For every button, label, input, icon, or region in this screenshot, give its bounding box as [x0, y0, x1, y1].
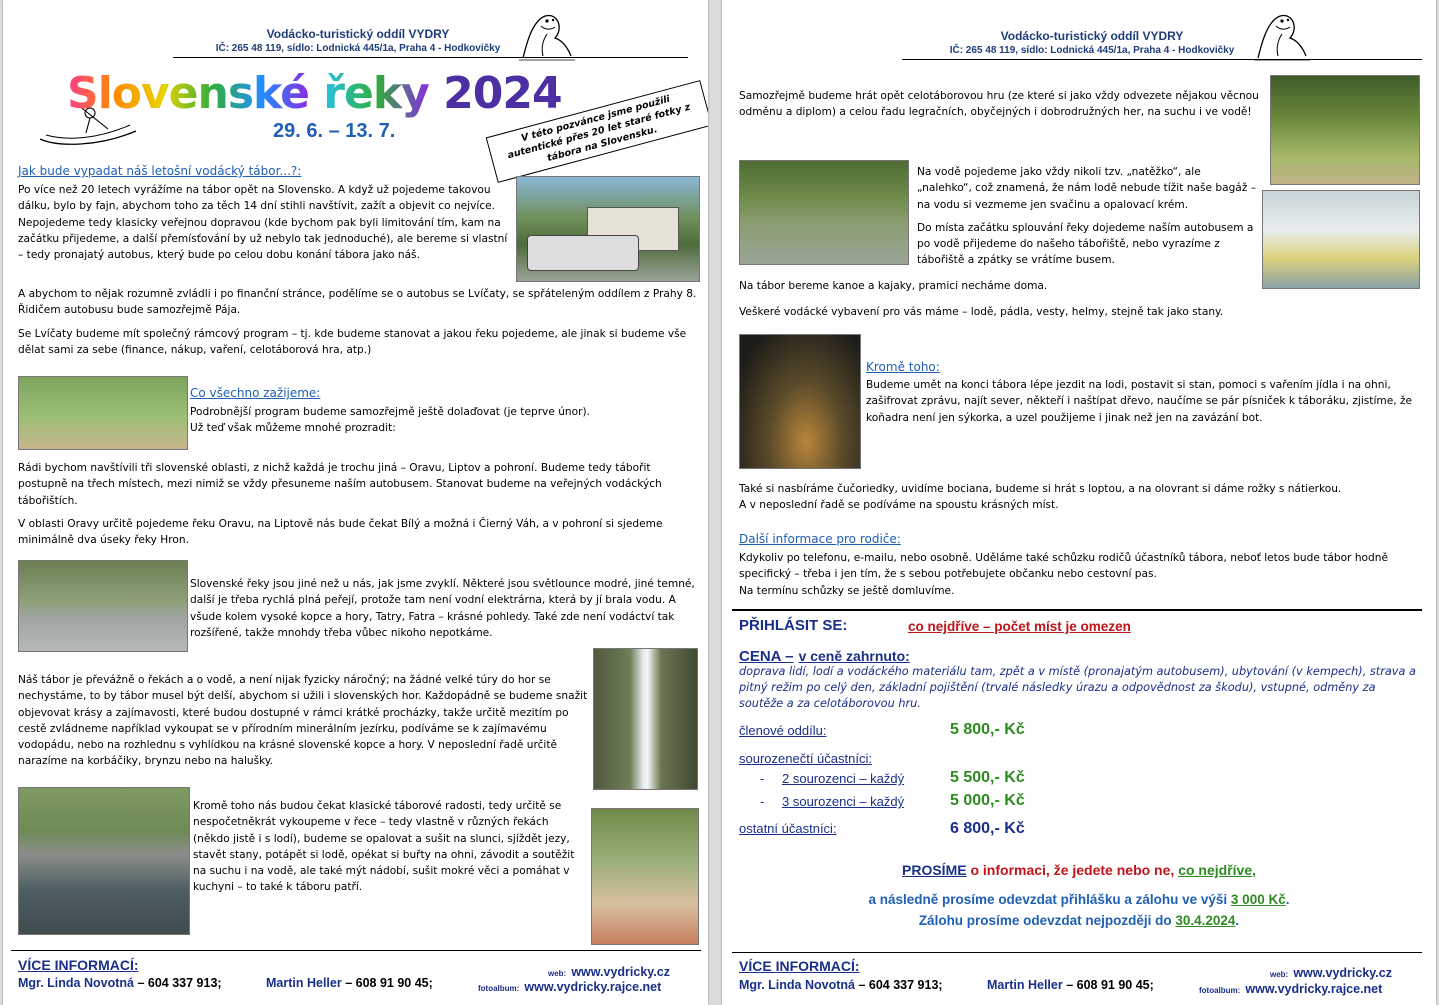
- deadline-date: 30.4.2024: [1175, 913, 1236, 928]
- heading-besides: Kromě toho:: [866, 360, 940, 374]
- paragraph-equipment: Veškeré vodácké vybavení pro vás máme – lodě, pádla, vesty, helmy, stejně tak jako stany.: [739, 306, 1224, 319]
- deadline-period: .: [1235, 913, 1240, 928]
- contact-name-1-p2: Mgr. Linda Novotná: [739, 978, 855, 992]
- heading-parents: Další informace pro rodiče:: [739, 532, 901, 546]
- web-label: web:: [548, 969, 567, 978]
- web-label-2: web:: [1270, 970, 1289, 979]
- price-others-label: ostatní účastníci:: [739, 821, 837, 836]
- text-regions: [18, 460, 698, 555]
- text-skills: [866, 377, 1416, 433]
- photo-river: [18, 560, 188, 652]
- contact-name-2-p2: Martin Heller: [987, 978, 1063, 992]
- price-3sib: 5 000,- Kč: [950, 792, 1025, 809]
- photo-bus-camp: [516, 176, 700, 282]
- please-line: [722, 862, 1436, 878]
- header-rule: [173, 57, 688, 58]
- paragraph-boats: Na tábor bereme kanoe a kajaky, pramici necháme doma.: [739, 280, 1048, 292]
- album-link-2[interactable]: www.vydricky.rajce.net: [1245, 982, 1383, 996]
- paragraph-places: A v neposlední řadě se podíváme na spoustu krásných míst.: [739, 499, 1059, 512]
- price-label: CENA –: [739, 648, 794, 665]
- paragraph-intro: Po více než 20 letech vyrážíme na tábor opět na Slovensko. A když už pojedeme takovou dálku, bylo by fajn, abychom toho za těch 14 dní stihli navštívit, zažít a objevit co nejvíce. Nepojedeme tedy klasicky veřejnou dopravou (kde bychom pak byli limitování tím, kam na začátku přijedeme, a další přemísťování by už nebylo tak jednoduché), ale bereme si vlastní – tedy pronajatý autobus, který bude po celou dobu konání tábora jako náš.: [18, 184, 508, 262]
- text-slovak-rivers: [190, 576, 695, 648]
- text-intro: [18, 182, 513, 270]
- paragraph-parents: Kdykoliv po telefonu, e-mailu, nebo osobně. Uděláme také schůzku rodičů účastníků tábora, neboť letos bude tábor hodně specifický – třeba i jen tím, že s sebou potřebujete občanku nebo cestovní pas.: [739, 552, 1388, 581]
- deadline-line: [722, 913, 1436, 928]
- footer-contact-1: [18, 976, 222, 990]
- paragraph-slovak-rivers: Slovenské řeky jsou jiné než u nás, jak jsme zvyklí. Některé jsou světlounce modré, jiné temné, další je třeba rychlá plná peřejí, protože tam není vodní elektrárna, která by jí brala vodu. A všude kolem vysoké kopce a hory, Tatry, Fatra – krásné pohledy. Také zde není vodáctví tak rozšířené, takže mnohdy třeba vůbec nikoho nepotkáme.: [190, 578, 695, 639]
- footer-contact-2: [266, 976, 433, 990]
- footer-rule: [11, 950, 701, 951]
- price-others: 6 800,- Kč: [950, 820, 1025, 837]
- contact-phone-1[interactable]: – 604 337 913;: [137, 976, 222, 990]
- photo-food-table: [591, 808, 699, 945]
- photo-note: V této pozvánce jsme použili autentické přes 20 let staré fotky z tábora na Slovensku.: [486, 80, 708, 183]
- web-link-2[interactable]: www.vydricky.cz: [1293, 966, 1392, 980]
- paragraph-regions: Rádi bychom navštívili tři slovenské oblasti, z nichž každá je trochu jiná – Oravu, Liptov a pohroní. Budeme tedy tábořit postupně na třech místech, mezi nimiž se vždy přesuneme naším autobusem. Stanovat budeme na veřejných vodáckých tábořištích.: [18, 462, 662, 507]
- heading-camp: Jak bude vypadat náš letošní vodácký tábor...?:: [18, 164, 302, 178]
- heading-experiences: Co všechno zažijeme:: [190, 386, 321, 400]
- photo-whitewater: [1262, 190, 1420, 289]
- paragraph-reveal: Už teď však můžeme mnohé prozradit:: [190, 422, 396, 435]
- price-2sib-label: 2 sourozenci – každý: [782, 771, 905, 786]
- photo-canoes: [739, 160, 909, 265]
- text-joys: [193, 798, 588, 903]
- price-members-label: členové oddílu:: [739, 723, 827, 738]
- footer-album: [478, 976, 661, 995]
- footer-rule-2: [732, 952, 1422, 953]
- contact-name-2: Martin Heller: [266, 976, 342, 990]
- signup-label: PŘIHLÁSIT SE:: [739, 617, 848, 634]
- paragraph-game: Samozřejmě budeme hrát opět celotáborovou hru (ze které si jako vždy odvezete nějakou věcnou odměnu a diplom) a celou řadu legračních, obyčejných i dobrodružných her, na suchu i ve vodě!: [739, 90, 1259, 119]
- photo-waterfall: [593, 648, 698, 790]
- page-title: [67, 70, 562, 118]
- paragraph-bus-shuttle: Do místa začátku splouvání řeky dojedeme naším autobusem a po vodě přijedeme do našeho tábořiště, nebo vyrazíme z tábořiště a zpátky se vrátíme busem.: [917, 221, 1254, 267]
- deadline-text: Zálohu prosíme odevzdat nejpozději do: [918, 913, 1172, 928]
- photo-running-kids: [18, 376, 188, 450]
- deposit-amount: 3 000 Kč: [1230, 892, 1286, 907]
- please-word: PROSÍME: [902, 862, 967, 878]
- text-nature: [18, 672, 588, 777]
- please-info: o informaci, že jedete nebo ne,: [970, 862, 1175, 878]
- paragraph-fun: Také si nasbíráme čučoriedky, uvidíme bociana, budeme si hrát s loptou, a na olovrant si dáme rožky s nátierkou.: [739, 483, 1342, 495]
- paragraph-nature: Náš tábor je převážně o řekách a o vodě, a není nijak fyzicky náročný; na žádné velké túry do hor se nechystáme, to by tábor musel být delší, abychom si užili i slovenských hor. Každopádně se budeme snažit objevovat krásy a zajímavosti, které budou dostupné v rámci krátké procházky, takže určitě mezitím po cestě zvládneme například vykoupat se v přírodním minerálním jezírku, podíváme se k zajímavému vodopádu, nebo na rozhlednu s vyhlídkou na krásné slovenské kopce a hory. V neposlední řadě určitě narazíme na korbáčiky, brynzu nebo na halušky.: [18, 674, 588, 768]
- title-word-1: Slovenské: [67, 68, 309, 119]
- album-link[interactable]: www.vydricky.rajce.net: [524, 980, 662, 994]
- text-boats: [739, 278, 1419, 328]
- deposit-period: .: [1285, 892, 1290, 907]
- contact-name-1: Mgr. Linda Novotná: [18, 976, 134, 990]
- paragraph-skills: Budeme umět na konci tábora lépe jezdit na lodi, postavit si stan, pomoci s vařením jídla i na ohni, zašifrovat zprávu, najít sever, někteří i naštípat dřevo, naučíme se pár písniček k táboráku, zjistíme, že koňadra není jen sýkorka, a uzel použijeme i jinak než jen na zavázání bot.: [866, 379, 1413, 424]
- photo-rope-course: [1270, 75, 1420, 185]
- price-2sib: 5 500,- Kč: [950, 769, 1025, 786]
- price-heading: [739, 646, 910, 665]
- album-label-2: fotoalbum:: [1199, 986, 1241, 995]
- text-parents: [739, 550, 1419, 599]
- footer-label-2: VÍCE INFORMACÍ:: [739, 958, 860, 974]
- header-rule-2: [902, 59, 1422, 60]
- contact-phone-2-p2[interactable]: – 608 91 90 45;: [1066, 978, 1154, 992]
- deposit-text: a následně prosíme odevzdat přihlášku a zálohu ve výši: [868, 892, 1228, 907]
- price-included-label: v ceně zahrnuto:: [798, 648, 910, 664]
- org-address-2: IČ: 265 48 119, sídlo: Lodnická 445/1a, Praha 4 - Hodkovičky: [949, 45, 1235, 56]
- text-fun: [739, 481, 1419, 514]
- price-2sib-dash: -: [760, 771, 765, 786]
- album-label: fotoalbum:: [478, 984, 520, 993]
- web-link[interactable]: www.vydricky.cz: [571, 965, 670, 979]
- photo-bridge: [18, 787, 190, 935]
- text-light-travel: [917, 164, 1257, 276]
- footer-label: VÍCE INFORMACÍ:: [18, 957, 139, 973]
- paragraph-light-travel: Na vodě pojedeme jako vždy nikoli tzv. „natěžko“, ale „nalehko“, což znamená, že nám lodě nebude tížit naše bagáž – na vodu si vezmeme jen svačinu a opalovací krém.: [917, 166, 1257, 211]
- signup-rule: [732, 609, 1422, 611]
- title-word-2: řeky: [323, 68, 429, 119]
- org-address: IČ: 265 48 119, sídlo: Lodnická 445/1a, Praha 4 - Hodkovičky: [215, 43, 501, 54]
- contact-phone-1-p2[interactable]: – 604 337 913;: [858, 978, 943, 992]
- footer-album-2: [1199, 978, 1382, 997]
- paragraph-joys: Kromě toho nás budou čekat klasické táborové radosti, tedy určitě se nespočetněkrát vykoupeme v řece – tedy vlastně v různých řekách (někdo jistě i s lodí), budeme se opalovat a sušit na slunci, sjíždět jezy, stavět stany, potápět si lodě, opékat si buřty na ohni, závodit a soutěžit na suchu i na vodě, ale také mýt nádobí, sušit mokré věci a pomáhat v kuchyni – to také k táboru patří.: [193, 800, 575, 894]
- footer-contact-1-p2: [739, 978, 943, 992]
- please-asap: co nejdříve,: [1178, 862, 1256, 878]
- paragraph-meeting: Na termínu schůzky se ještě domluvíme.: [739, 584, 955, 597]
- price-members: 5 800,- Kč: [950, 721, 1025, 738]
- dates: 29. 6. – 13. 7.: [273, 120, 396, 142]
- deposit-line: [722, 892, 1436, 907]
- text-program: [190, 404, 695, 437]
- footer-contact-2-p2: [987, 978, 1154, 992]
- title-year: 2024: [443, 68, 562, 119]
- photo-campfire: [739, 334, 861, 469]
- org-name: Vodácko-turistický oddíl VYDRY: [266, 27, 450, 41]
- paragraph-bus: A abychom to nějak rozumně zvládli i po finanční stránce, podělíme se o autobus se Lvíčaty, se spřáteleným oddílem z Prahy 8. Řidičem autobusu bude samozřejmě Pája.: [18, 288, 697, 317]
- price-3sib-dash: -: [760, 794, 765, 809]
- paragraph-program: Podrobnější program budeme samozřejmě ještě dolaďovat (je teprve únor).: [190, 406, 590, 418]
- signup-value: co nejdříve – počet míst je omezen: [908, 619, 1131, 634]
- page-1: [3, 0, 708, 1005]
- price-3sib-label: 3 sourozenci – každý: [782, 794, 905, 809]
- price-included-text: doprava lidí, lodí a vodáckého materiálu tam, zpět a v místě (pronajatým autobusem), ubytování (v kempech), strava a pitný režim po celý den, základní pojištění (trvalé následky úrazu a odpovědnost za škodu), vstupné, odměny za soutěže a za celotáborovou hru.: [739, 665, 1416, 710]
- org-name-2: Vodácko-turistický oddíl VYDRY: [1000, 29, 1184, 43]
- paragraph-rivers: V oblasti Oravy určitě pojedeme řeku Oravu, na Liptově nás bude čekat Bílý a možná i Čierný Váh, a v pohroní si sjedeme minimálně dva úseky řeky Hron.: [18, 517, 663, 547]
- contact-phone-2[interactable]: – 608 91 90 45;: [345, 976, 433, 990]
- paragraph-lvicata: Se Lvíčaty budeme mít společný rámcový program – tj. kde budeme stanovat a jakou řeku pojedeme, ale jinak si budeme vše dělat sami za sebe (finance, nákup, vaření, celotáborová hra, atp.): [18, 327, 687, 356]
- page-2: [722, 0, 1436, 1005]
- price-siblings-label: sourozenečtí účastníci:: [739, 751, 872, 766]
- text-bus: [18, 286, 698, 365]
- text-game: [739, 88, 1264, 128]
